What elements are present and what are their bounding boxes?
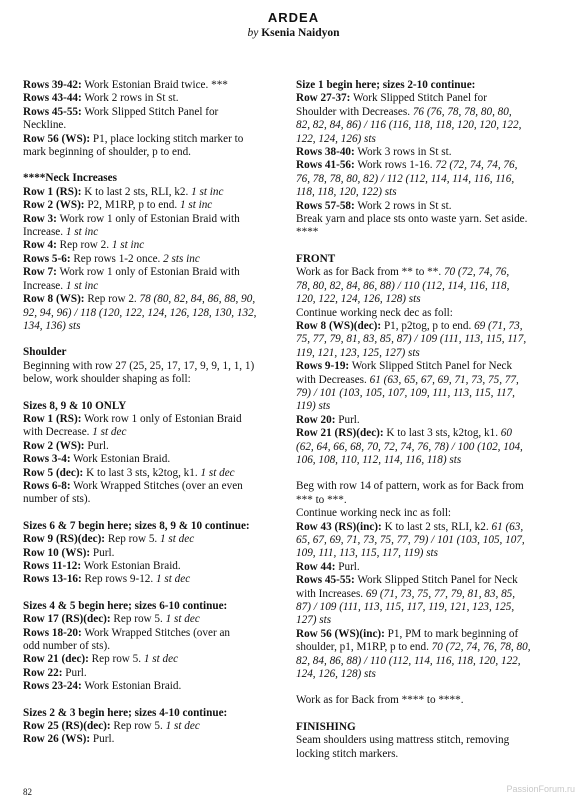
text-line — [296, 133, 560, 146]
instruction-block — [23, 172, 287, 333]
instruction-block — [296, 721, 560, 761]
text-line — [23, 293, 287, 306]
body-text: P1, place locking stitch marker to — [90, 132, 244, 145]
body-text: Work as for Back from **** to ****. — [296, 694, 464, 707]
text-line — [296, 601, 560, 614]
bold-label: FINISHING — [296, 720, 356, 733]
body-text: Shoulder with Decreases. — [296, 105, 413, 118]
text-line — [23, 79, 287, 92]
bold-label: Row 21 (dec): — [23, 653, 89, 666]
text-line — [296, 266, 560, 279]
italic-count: 1 st inc — [65, 279, 99, 292]
body-text: Seam shoulders using mattress stitch, removing — [296, 734, 510, 747]
text-line — [296, 400, 560, 413]
text-line — [23, 493, 287, 506]
text-line — [296, 721, 560, 734]
bold-label: Row 10 (WS): — [23, 546, 91, 559]
text-line — [296, 253, 560, 266]
body-text: Rep row 5. — [105, 533, 161, 546]
italic-count: 69 (71, 73, — [474, 319, 523, 332]
text-line — [296, 480, 560, 493]
bold-label: Rows 5-6: — [23, 252, 71, 265]
body-text: Work Wrapped Stitches (over an — [81, 626, 231, 639]
text-line — [296, 547, 560, 560]
text-line — [296, 427, 560, 440]
italic-count: 122, 124, 126) sts — [296, 132, 376, 145]
bold-label: Rows 6-8: — [23, 479, 71, 492]
body-text: Purl. — [335, 560, 360, 573]
text-line — [296, 668, 560, 681]
bold-label: Rows 9-19: — [296, 360, 350, 373]
bold-label: Row 25 (RS)(dec): — [23, 720, 111, 733]
text-line — [296, 588, 560, 601]
watermark: PassionForum.ru — [506, 784, 575, 794]
page-header — [0, 10, 587, 39]
italic-count: 78 (80, 82, 84, 86, 88, 90, — [139, 293, 256, 306]
body-text: Work Slipped Stitch Panel for Neck — [349, 360, 513, 373]
body-text: with Decrease. — [23, 426, 93, 439]
bold-label: FRONT — [296, 252, 336, 265]
body-text: locking stitch markers. — [296, 747, 399, 760]
text-line — [23, 573, 287, 586]
body-text: Purl. — [335, 413, 360, 426]
body-text: Work 2 rows in St st. — [354, 199, 452, 212]
body-text: Rep rows 1-2 once. — [70, 252, 164, 265]
body-text: Rep row 5. — [110, 720, 166, 733]
text-line — [296, 734, 560, 747]
italic-count: 79) / 101 (103, 105, 107, 109, 111, 113, 115, 117, — [296, 386, 515, 399]
text-line — [296, 574, 560, 587]
italic-count: 70 (72, 74, 76, — [443, 266, 510, 279]
instruction-block — [296, 79, 560, 240]
bold-label: Shoulder — [23, 346, 67, 359]
italic-count: 75, 77, 79, 81, 83, 85, 87) / 109 (111, 113, 115, 117, — [296, 333, 527, 346]
text-line — [296, 507, 560, 520]
body-text: Work row 1 only of Estonian Braid — [81, 412, 242, 425]
text-line — [296, 293, 560, 306]
body-text: Continue working neck dec as foll: — [296, 306, 453, 319]
body-text: P2, M1RP, p to end. — [84, 199, 180, 212]
text-line — [23, 106, 287, 119]
italic-count: 1 st inc — [179, 199, 213, 212]
text-line — [23, 360, 287, 373]
text-line — [296, 748, 560, 761]
text-line — [296, 441, 560, 454]
text-line — [23, 453, 287, 466]
text-line — [23, 627, 287, 640]
text-line — [23, 213, 287, 226]
text-line — [296, 79, 560, 92]
bold-label: Sizes 2 & 3 begin here; sizes 4-10 continue: — [23, 706, 228, 719]
body-text: Work Estonian Braid. — [81, 560, 181, 572]
text-line — [23, 119, 287, 132]
body-text: Continue working neck inc as foll: — [296, 507, 452, 520]
bold-label: Row 1 (RS): — [23, 185, 82, 198]
bold-label: Rows 38-40: — [296, 146, 355, 159]
body-text: Neckline. — [23, 119, 67, 132]
text-line — [23, 653, 287, 666]
text-line — [23, 560, 287, 573]
text-line — [296, 628, 560, 641]
text-line — [23, 413, 287, 426]
page-number: 82 — [23, 787, 32, 797]
body-text: Work rows 1-16. — [354, 159, 436, 172]
bold-label: Row 43 (RS)(inc): — [296, 520, 382, 533]
text-line — [296, 360, 560, 373]
right-column — [296, 79, 560, 774]
text-line — [23, 172, 287, 185]
italic-count: 1 st dec — [156, 573, 191, 586]
text-line — [296, 119, 560, 132]
body-text: Work Estonian Braid twice. *** — [81, 79, 228, 91]
body-text: below, work shoulder shaping as foll: — [23, 373, 191, 386]
bold-label: Rows 23-24: — [23, 680, 82, 693]
author-name: Ksenia Naidyon — [261, 27, 340, 39]
bold-label: Row 2 (WS): — [23, 439, 85, 452]
text-line — [23, 199, 287, 212]
text-line — [296, 186, 560, 199]
text-line — [296, 307, 560, 320]
italic-count: 118, 118, 120, 122) sts — [296, 186, 397, 199]
italic-count: (62, 64, 66, 68, 70, 72, 74, 76, 78) / 100 (102, 104, — [296, 440, 523, 453]
body-text: P1, p2tog, p to end. — [381, 319, 475, 332]
body-text: K to last 2 sts, RLI, k2. — [381, 520, 492, 533]
body-text: number of sts). — [23, 493, 91, 506]
italic-count: 78, 80, 82, 84, 86, 88) / 110 (112, 114, 116, 118, — [296, 279, 510, 292]
italic-count: 119) sts — [296, 400, 331, 413]
italic-count: 120, 122, 124, 126, 128) sts — [296, 293, 421, 306]
pattern-title: ARDEA — [267, 10, 320, 25]
text-line — [296, 655, 560, 668]
bold-label: Rows 57-58: — [296, 199, 355, 212]
body-text: Beginning with row 27 (25, 25, 17, 17, 9, 9, 1, 1, 1) — [23, 359, 255, 372]
body-text: Break yarn and place sts onto waste yarn. Set aside. — [296, 213, 528, 226]
instruction-block — [23, 520, 287, 587]
body-text: with Decreases. — [296, 373, 370, 386]
bold-label: Row 8 (WS): — [23, 293, 85, 306]
instruction-block — [296, 694, 560, 707]
text-line — [23, 346, 287, 359]
italic-count: 1 st dec — [165, 720, 200, 733]
bold-label: ****Neck Increases — [23, 172, 117, 185]
text-line — [296, 213, 560, 226]
text-line — [296, 320, 560, 333]
text-line — [23, 426, 287, 439]
italic-count: 69 (71, 73, 75, 77, 79, 81, 83, 85, — [365, 587, 516, 600]
body-text: Purl. — [90, 546, 115, 559]
body-text: Purl. — [62, 666, 87, 679]
italic-count: 72 (72, 74, 74, 76, — [435, 159, 518, 172]
text-line — [23, 253, 287, 266]
instruction-block — [23, 346, 287, 386]
text-line — [23, 239, 287, 252]
body-text: Work Estonian Braid. — [70, 453, 171, 466]
text-line — [23, 266, 287, 279]
body-text: Rep row 5. — [88, 653, 144, 666]
text-line — [296, 494, 560, 507]
body-text: with Increases. — [296, 587, 366, 600]
body-text: Work 3 rows in St st. — [354, 146, 452, 159]
italic-count: 124, 126, 128) sts — [296, 668, 376, 681]
body-text: Rep row 5. — [110, 613, 166, 626]
byline-by: by — [247, 27, 259, 39]
bold-label: Rows 43-44: — [23, 92, 82, 105]
body-text: Rep rows 9-12. — [81, 573, 156, 586]
text-line — [296, 641, 560, 654]
text-line — [296, 521, 560, 534]
body-text: Increase. — [23, 226, 66, 239]
body-text: K to last 3 sts, k2tog, k1. — [83, 466, 201, 479]
bold-label: Row 20: — [296, 413, 336, 426]
body-text: odd number of sts). — [23, 640, 111, 653]
text-line — [296, 159, 560, 172]
bold-label: Row 26 (WS): — [23, 733, 91, 746]
body-text: K to last 3 sts, k2tog, k1. — [383, 427, 501, 440]
text-line — [23, 400, 287, 413]
bold-label: Row 17 (RS)(dec): — [23, 613, 111, 626]
italic-count: 1 st inc — [65, 226, 99, 239]
instruction-block — [23, 400, 287, 507]
italic-count: 109, 111, 113, 115, 117, 119) sts — [296, 547, 439, 560]
text-line — [296, 226, 560, 239]
instruction-block — [23, 707, 287, 747]
bold-label: Row 44: — [296, 560, 336, 573]
text-line — [296, 106, 560, 119]
body-text: Rep row 2. — [84, 293, 140, 306]
italic-count: 76 (76, 78, 78, 80, 80, — [412, 105, 512, 118]
italic-count: 134, 136) sts — [23, 319, 81, 332]
text-line — [296, 173, 560, 186]
text-line — [296, 561, 560, 574]
body-text: Purl. — [90, 733, 115, 746]
body-text: Work Slipped Stitch Panel for Neck — [354, 574, 518, 587]
bold-label: Row 2 (WS): — [23, 199, 85, 212]
body-text: shoulder, p1, M1RP, p to end. — [296, 641, 432, 654]
italic-count: 60 — [500, 427, 512, 440]
italic-count: 119, 121, 123, 125, 127) sts — [296, 346, 420, 359]
bold-label: Rows 41-56: — [296, 159, 355, 172]
italic-count: 61 (63, 65, 67, 69, 71, 73, 75, 77, — [369, 373, 519, 386]
bold-label: Row 8 (WS)(dec): — [296, 319, 382, 332]
text-line — [23, 680, 287, 693]
bold-label: Rows 18-20: — [23, 626, 82, 639]
body-text: Work Slipped Stitch Panel for — [350, 92, 487, 105]
bold-label: Row 27-37: — [296, 92, 351, 105]
body-text: Rep row 2. — [56, 239, 112, 252]
text-line — [23, 133, 287, 146]
text-line — [296, 333, 560, 346]
italic-count: 61 (63, — [491, 520, 524, 533]
body-text: Work row 1 only of Estonian Braid with — [56, 266, 240, 279]
bold-label: Sizes 6 & 7 begin here; sizes 8, 9 & 10 continue: — [23, 519, 250, 532]
text-line — [23, 226, 287, 239]
text-line — [23, 280, 287, 293]
text-line — [23, 146, 287, 159]
bold-label: Row 7: — [23, 266, 57, 279]
instruction-block — [23, 79, 287, 159]
bold-label: Row 56 (WS)(inc): — [296, 627, 385, 640]
text-line — [23, 186, 287, 199]
bold-label: Rows 45-55: — [296, 574, 355, 587]
bold-label: Row 22: — [23, 666, 63, 679]
text-line — [296, 347, 560, 360]
text-line — [23, 520, 287, 533]
body-text: Work Estonian Braid. — [81, 680, 182, 693]
byline — [0, 27, 587, 39]
body-text: Work row 1 only of Estonian Braid with — [56, 212, 240, 225]
instruction-block — [23, 600, 287, 694]
text-line — [23, 733, 287, 746]
text-line — [23, 707, 287, 720]
text-line — [23, 667, 287, 680]
italic-count: 1 st inc — [111, 239, 145, 252]
bold-label: Row 3: — [23, 212, 57, 225]
bold-label: Size 1 begin here; sizes 2-10 continue: — [296, 79, 476, 91]
left-column — [23, 79, 287, 760]
italic-count: 1 st dec — [165, 613, 200, 626]
body-text: Work Wrapped Stitches (over an even — [70, 479, 243, 492]
body-text: Work 2 rows in St st. — [81, 92, 179, 105]
text-line — [296, 280, 560, 293]
italic-count: 1 st dec — [160, 533, 195, 546]
italic-count: 87) / 109 (111, 113, 115, 117, 119, 121, 123, 125, — [296, 601, 515, 614]
text-line — [23, 320, 287, 333]
bold-label: Row 21 (RS)(dec): — [296, 427, 384, 440]
bold-label: Rows 39-42: — [23, 79, 82, 91]
text-line — [23, 440, 287, 453]
body-text: Beg with row 14 of pattern, work as for Back from — [296, 480, 524, 493]
text-line — [296, 614, 560, 627]
bold-label: Rows 11-12: — [23, 560, 82, 572]
text-line — [23, 467, 287, 480]
italic-count: 92, 94, 96) / 118 (120, 122, 124, 126, 128, 130, 132, — [23, 306, 257, 319]
bold-label: Rows 13-16: — [23, 573, 82, 586]
italic-count: 76, 78, 78, 80, 82) / 112 (112, 114, 114, 116, 116, — [296, 172, 515, 185]
bold-label: Row 1 (RS): — [23, 412, 82, 425]
text-line — [23, 613, 287, 626]
bold-label: Sizes 8, 9 & 10 ONLY — [23, 399, 127, 412]
instruction-block — [296, 253, 560, 468]
italic-count: 2 sts inc — [163, 252, 200, 265]
text-line — [296, 200, 560, 213]
body-text: Increase. — [23, 279, 66, 292]
text-line — [23, 307, 287, 320]
text-line — [23, 547, 287, 560]
body-text: *** to ***. — [296, 493, 347, 506]
body-text: K to last 2 sts, RLI, k2. — [81, 185, 192, 198]
text-line — [296, 694, 560, 707]
text-line — [23, 720, 287, 733]
italic-count: 1 st dec — [92, 426, 127, 439]
instruction-block — [296, 480, 560, 681]
bold-label: Rows 45-55: — [23, 105, 82, 118]
bold-label: Rows 3-4: — [23, 453, 71, 466]
italic-count: 1 st inc — [191, 185, 224, 198]
text-line — [23, 600, 287, 613]
text-line — [23, 373, 287, 386]
text-line — [296, 414, 560, 427]
body-text: **** — [296, 226, 319, 239]
text-line — [296, 92, 560, 105]
text-line — [296, 454, 560, 467]
text-line — [23, 480, 287, 493]
text-line — [23, 92, 287, 105]
text-line — [23, 533, 287, 546]
body-text: Work Slipped Stitch Panel for — [81, 105, 219, 118]
text-line — [23, 640, 287, 653]
italic-count: 127) sts — [296, 614, 332, 627]
bold-label: Row 4: — [23, 239, 57, 252]
bold-label: Row 56 (WS): — [23, 132, 91, 145]
body-text: P1, PM to mark beginning of — [384, 627, 519, 640]
italic-count: 106, 108, 110, 112, 114, 116, 118) sts — [296, 453, 462, 466]
body-text: mark beginning of shoulder, p to end. — [23, 146, 191, 159]
italic-count: 1 st dec — [143, 653, 179, 666]
body-text: Purl. — [84, 439, 109, 452]
italic-count: 65, 67, 69, 71, 73, 75, 77, 79) / 101 (103, 105, 107, — [296, 534, 525, 546]
bold-label: Row 5 (dec): — [23, 466, 84, 479]
text-line — [296, 374, 560, 387]
text-line — [296, 146, 560, 159]
italic-count: 1 st dec — [200, 466, 235, 479]
body-text: Work as for Back from ** to **. — [296, 266, 444, 279]
bold-label: Sizes 4 & 5 begin here; sizes 6-10 continue: — [23, 599, 228, 612]
italic-count: 82, 82, 84, 86) / 116 (116, 118, 118, 120, 120, 122, — [296, 119, 522, 132]
italic-count: 82, 84, 86, 88) / 110 (112, 114, 116, 118, 120, 122, — [296, 654, 521, 667]
bold-label: Row 9 (RS)(dec): — [23, 533, 106, 546]
italic-count: 70 (72, 74, 76, 78, 80, — [431, 641, 531, 654]
text-line — [296, 387, 560, 400]
text-line — [296, 534, 560, 547]
